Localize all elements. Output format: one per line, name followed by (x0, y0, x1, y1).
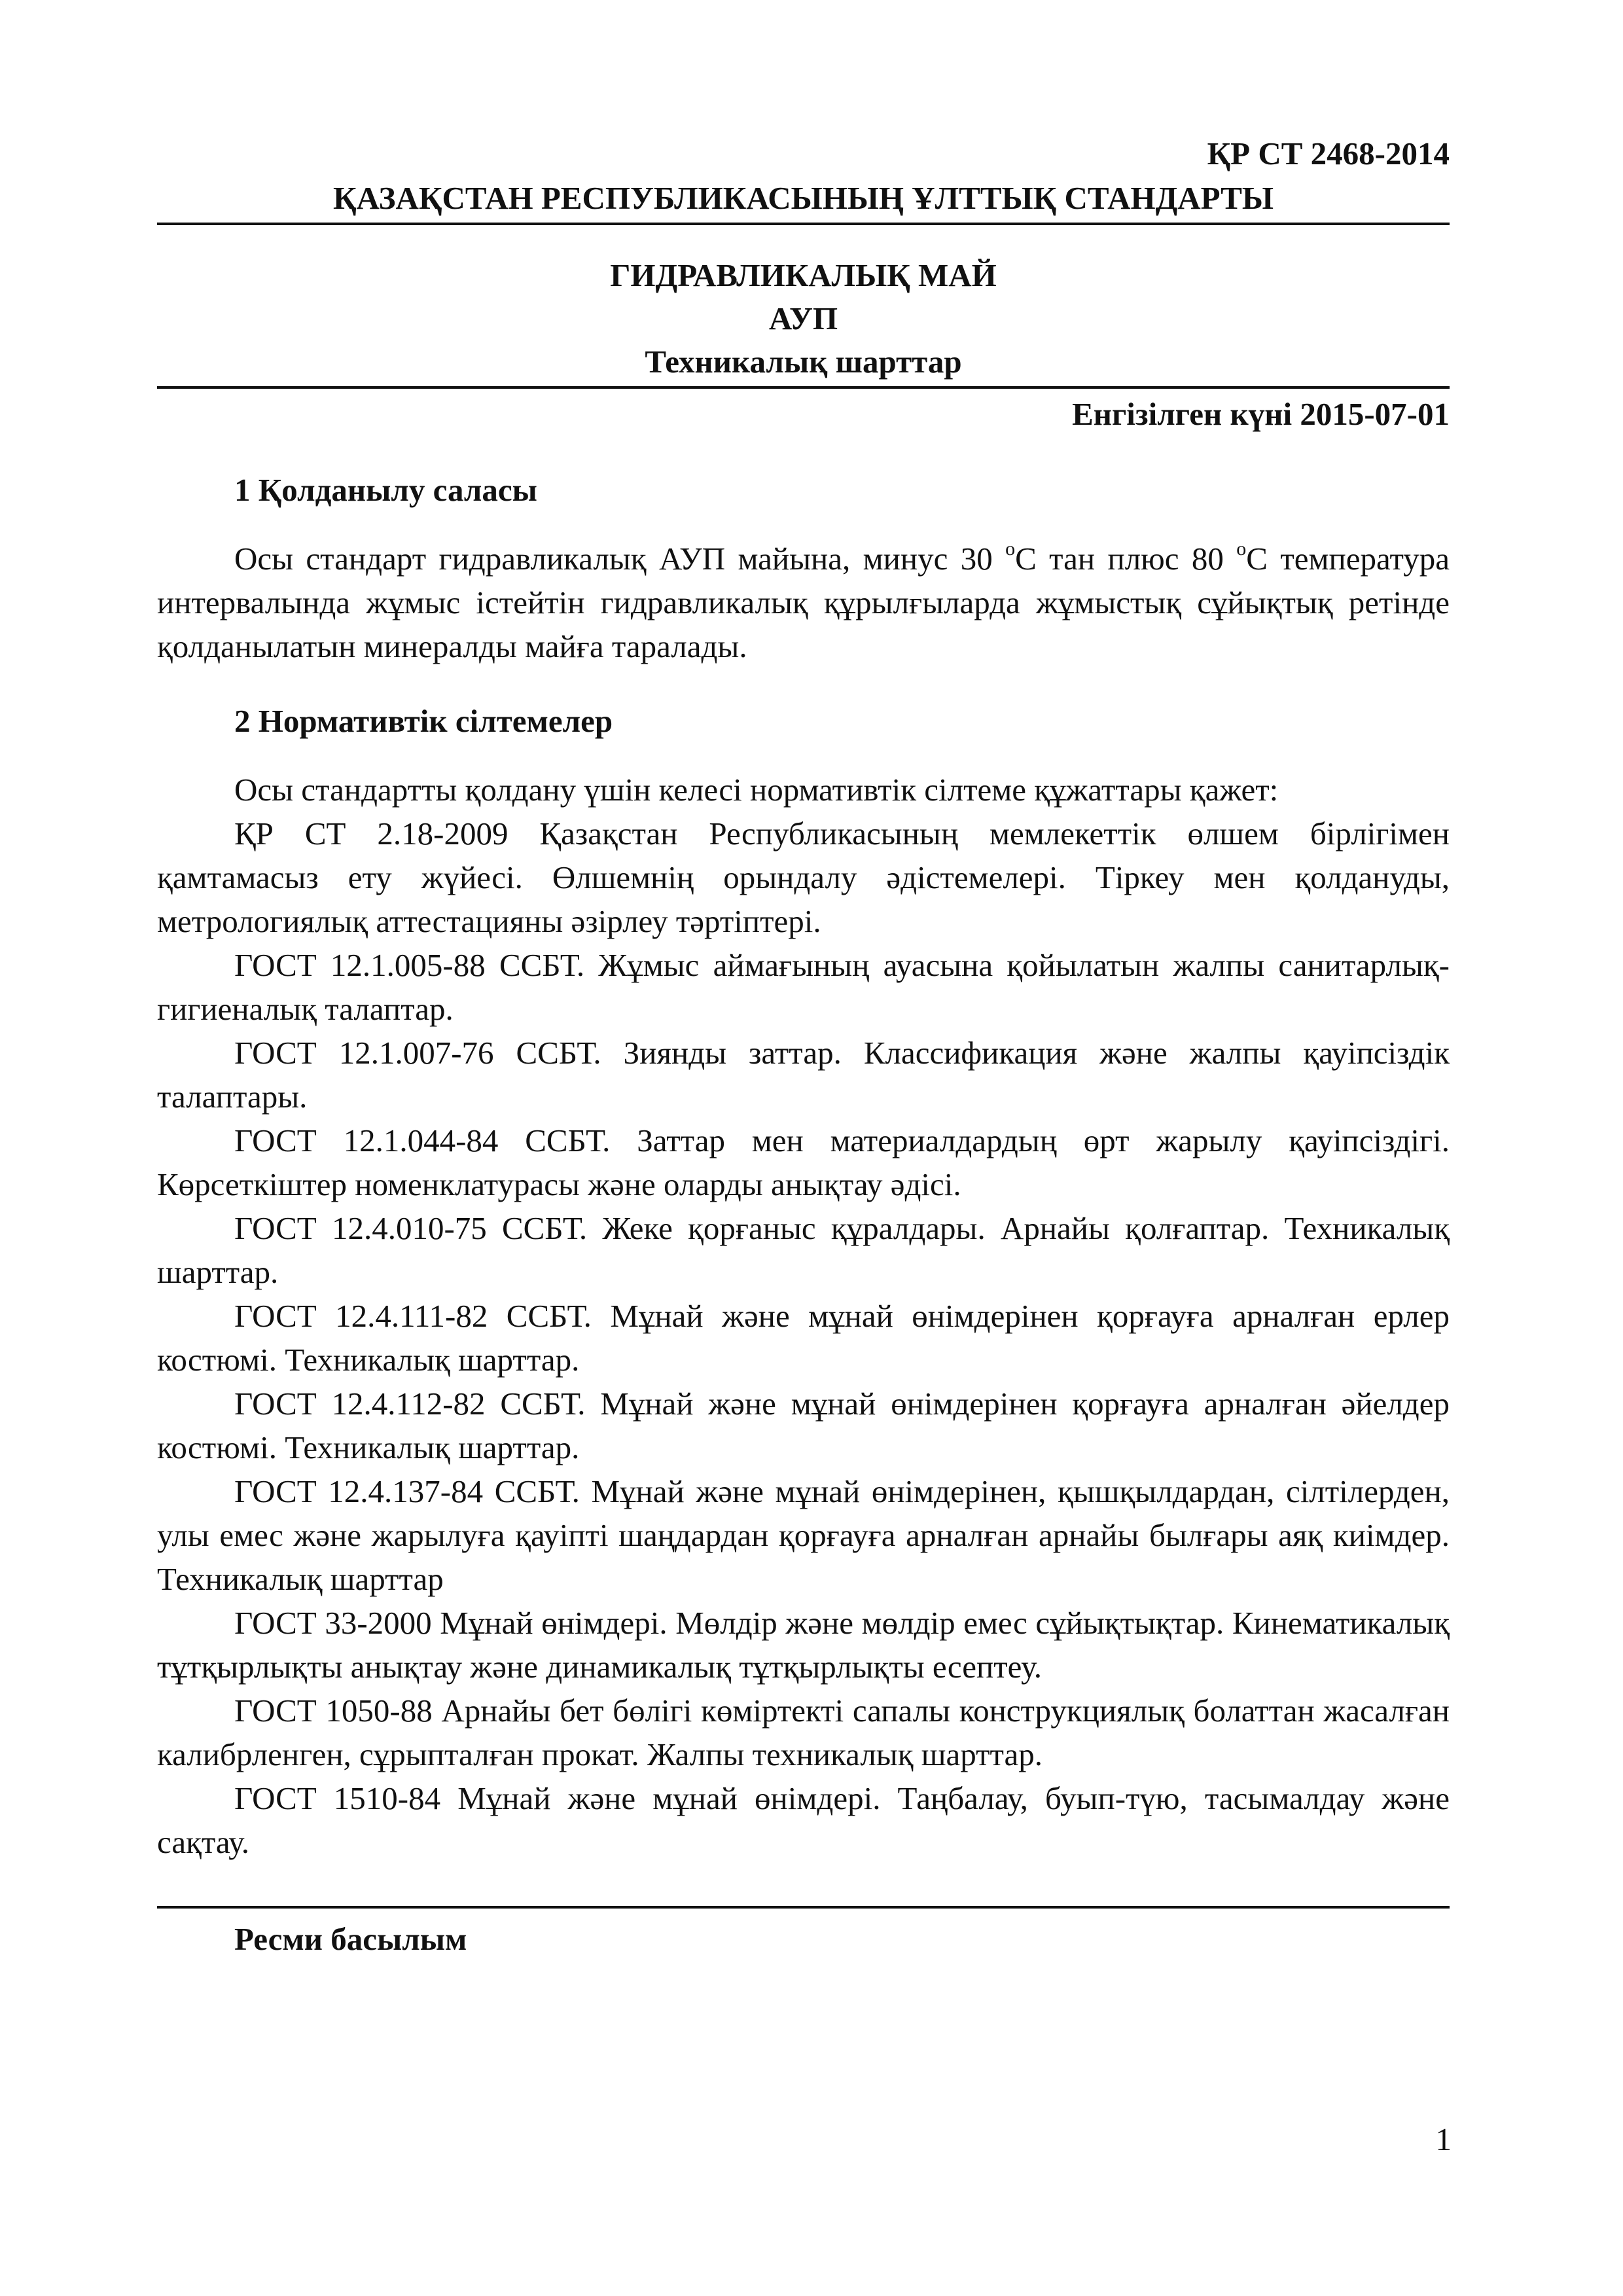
title-line-2: АУП (768, 300, 838, 336)
reference-paragraph: ГОСТ 12.4.111-82 ССБТ. Мұнай және мұнай өнімдерінен қорғауға арналған ерлер костюмі. Техникалық шарттар. (157, 1298, 1450, 1378)
degree-superscript-2: о (1236, 538, 1247, 560)
section-1-paragraph (157, 537, 1450, 668)
national-standard-heading: ҚАЗАҚСТАН РЕСПУБЛИКАСЫНЫҢ ҰЛТТЫҚ СТАНДАРТЫ (157, 177, 1450, 225)
reference-paragraph: ГОСТ 12.1.007-76 ССБТ. Зиянды заттар. Классификация және жалпы қауіпсіздік талаптары. (157, 1035, 1450, 1115)
reference-paragraph: ГОСТ 12.4.137-84 ССБТ. Мұнай және мұнай өнімдерінен, қышқылдардан, сілтілерден, улы емес және жарылуға қауіпті шаңдардан қорғауға арналған арнайы былғары аяқ киімдер. Техникалық шарттар (157, 1473, 1450, 1597)
section-1-text-part-1: Осы стандарт гидравликалық АУП майына, минус 30 (234, 541, 1006, 577)
section-1-text-part-3: С температура интервалында жұмыс істейтін гидравликалық құрылғыларда жұмыстық сұйықтық ретінде қолданылатын минералды майға таралады. (157, 541, 1450, 664)
reference-paragraph: ГОСТ 12.4.112-82 ССБТ. Мұнай және мұнай өнімдерінен қорғауға арналған әйелдер костюмі. Техникалық шарттар. (157, 1386, 1450, 1465)
standard-number: ҚР СТ 2468-2014 (1207, 135, 1450, 171)
title-line-3: Техникалық шарттар (157, 340, 1450, 389)
introduction-date: Енгізілген күні 2015-07-01 (1072, 396, 1450, 432)
degree-superscript-1: о (1005, 538, 1016, 560)
title-line-1: ГИДРАВЛИКАЛЫҚ МАЙ (610, 257, 997, 293)
section-2-heading: 2 Нормативтік сілтемелер (234, 703, 613, 739)
reference-paragraph: ГОСТ 12.4.010-75 ССБТ. Жеке қорғаныс құралдары. Арнайы қолғаптар. Техникалық шарттар. (157, 1210, 1450, 1290)
document-title-block (157, 254, 1450, 389)
section-1-heading: 1 Қолданылу саласы (234, 472, 537, 508)
reference-paragraph: ГОСТ 1510-84 Мұнай және мұнай өнімдері. Таңбалау, буып-түю, тасымалдау және сақтау. (157, 1780, 1450, 1860)
page-number: 1 (1435, 2121, 1452, 2157)
reference-paragraph: Осы стандартты қолдану үшін келесі нормативтік сілтеме құжаттары қажет: (234, 772, 1279, 808)
reference-paragraph: ГОСТ 33-2000 Мұнай өнімдері. Мөлдір және мөлдір емес сұйықтықтар. Кинематикалық тұтқырлықты анықтау және динамикалық тұтқырлықты есептеу. (157, 1605, 1450, 1685)
footer-divider (157, 1906, 1450, 1909)
section-1-text-part-2: С тан плюс 80 (1015, 541, 1237, 577)
document-page (157, 131, 1450, 1961)
reference-paragraph: ГОСТ 1050-88 Арнайы бет бөлігі көміртекті сапалы конструкциялық болаттан жасалған калибрленген, сұрыпталған прокат. Жалпы техникалық шарттар. (157, 1693, 1450, 1772)
reference-paragraph: ГОСТ 12.1.044-84 ССБТ. Заттар мен материалдардың өрт жарылу қауіпсіздігі. Көрсеткіштер номенклатурасы және оларды анықтау әдісі. (157, 1122, 1450, 1202)
reference-paragraph: ҚР СТ 2.18-2009 Қазақстан Республикасының мемлекеттік өлшем бірлігімен қамтамасыз ету жүйесі. Өлшемнің орындалу әдістемелері. Тіркеу мен қолдануды, метрологиялық аттестацияны әзірлеу тәртіптері. (157, 816, 1450, 939)
official-edition-label: Ресми басылым (234, 1921, 467, 1957)
reference-paragraph: ГОСТ 12.1.005-88 ССБТ. Жұмыс аймағының ауасына қойылатын жалпы санитарлық-гигиеналық талаптар. (157, 947, 1450, 1027)
normative-references-list (157, 768, 1450, 1864)
